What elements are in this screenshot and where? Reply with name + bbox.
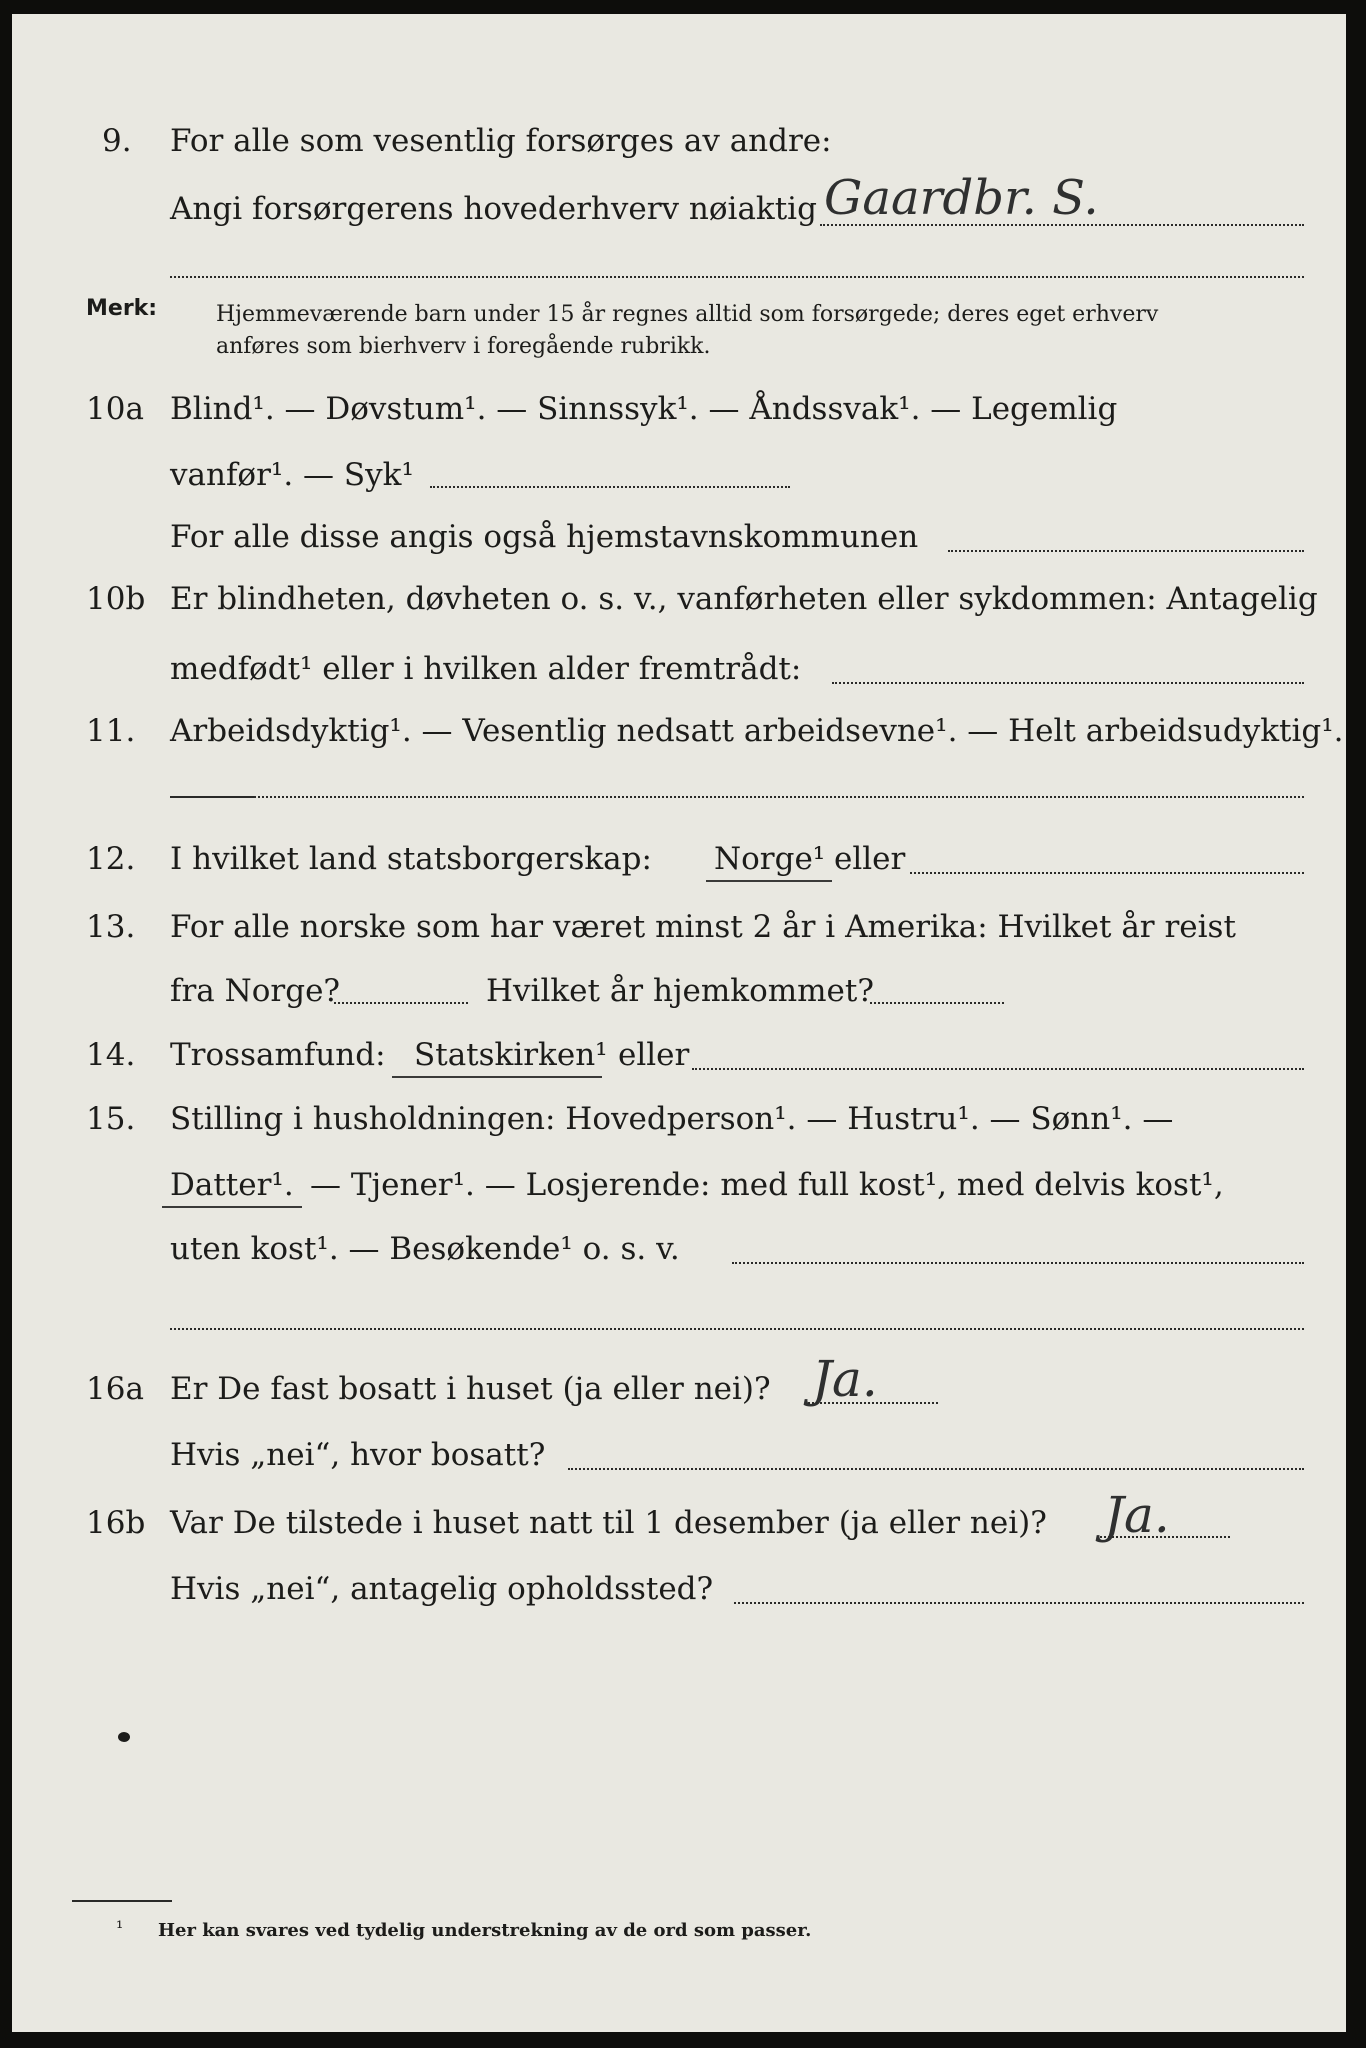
q11-number: 11. (86, 713, 136, 749)
q13-line1: For alle norske som har været minst 2 år i Amerika: Hvilket år reist (170, 909, 1236, 945)
q16b-opholdssted-line (734, 1602, 1304, 1604)
q14-tail: eller (618, 1037, 690, 1073)
q9-handwritten-answer: Gaardbr. S. (824, 170, 1099, 226)
q9-number: 9. (102, 123, 132, 159)
q16a-line1: Er De fast bosatt i huset (ja eller nei)? (170, 1371, 771, 1407)
q10b-answer-line (832, 682, 1304, 684)
q10a-kommune-line (948, 550, 1304, 552)
q12-answer-line (910, 872, 1304, 874)
q11-short-rule (170, 796, 254, 798)
q14-answer-word: Statskirken¹ (414, 1037, 608, 1073)
merk-line1: Hjemmeværende barn under 15 år regnes alltid som forsørgede; deres eget erhverv (216, 302, 1159, 327)
q15-underline-mark (162, 1206, 302, 1208)
q10a-line2: vanfør¹. — Syk¹ (170, 457, 414, 493)
q16b-number: 16b (86, 1505, 146, 1541)
q12-tail: eller (834, 841, 906, 877)
q16a-number: 16a (86, 1371, 144, 1407)
q13-reist-line (334, 1002, 468, 1004)
q15-answer-line (732, 1262, 1304, 1264)
q16a-bosatt-line (568, 1468, 1304, 1470)
q15-line3: uten kost¹. — Besøkende¹ o. s. v. (170, 1231, 680, 1267)
q15-number: 15. (86, 1101, 136, 1137)
q13-hjemkommet-line (870, 1002, 1004, 1004)
footnote-text: Her kan svares ved tydelig understrekning av de ord som passer. (158, 1920, 812, 1941)
census-form-page (12, 14, 1346, 2032)
q9-answer-line (820, 224, 1304, 226)
q13-line2a: fra Norge? (170, 973, 341, 1009)
q9-line2: Angi forsørgerens hovederhverv nøiaktig (170, 191, 817, 227)
q10a-line3: For alle disse angis også hjemstavnskommunen (170, 519, 919, 555)
q10a-syk-line (430, 486, 790, 488)
q14-number: 14. (86, 1037, 136, 1073)
q10a-number: 10a (86, 391, 144, 427)
q14-answer-line (692, 1068, 1304, 1070)
q15-line2b: — Tjener¹. — Losjerende: med full kost¹, med delvis kost¹, (310, 1167, 1224, 1203)
q13-number: 13. (86, 909, 136, 945)
merk-line2: anføres som bierhverv i foregående rubrikk. (216, 334, 711, 359)
ink-dot (118, 1732, 130, 1742)
q10b-number: 10b (86, 581, 146, 617)
merk-label: Merk: (86, 296, 158, 321)
q16b-answer-line (1100, 1536, 1230, 1538)
footnote-mark: ¹ (116, 1918, 124, 1939)
footnote-rule (72, 1900, 172, 1902)
q15-extra-line (170, 1328, 1304, 1330)
q15-line1: Stilling i husholdningen: Hovedperson¹. — Hustru¹. — Sønn¹. — (170, 1101, 1174, 1137)
q10b-line2: medfødt¹ eller i hvilken alder fremtrådt: (170, 651, 802, 687)
q16b-handwritten-answer: Ja. (1104, 1486, 1170, 1544)
q9-line1: For alle som vesentlig forsørges av andre: (170, 123, 832, 159)
q12-line1: I hvilket land statsborgerskap: (170, 841, 652, 877)
q12-answer-word: Norge¹ (714, 841, 826, 877)
q16b-line1: Var De tilstede i huset natt til 1 desember (ja eller nei)? (170, 1505, 1047, 1541)
q11-answer-line (254, 796, 1304, 798)
q10b-line1: Er blindheten, døvheten o. s. v., vanførheten eller sykdommen: Antagelig (170, 581, 1318, 617)
q14-label: Trossamfund: (170, 1037, 386, 1073)
q16a-answer-line (808, 1402, 938, 1404)
q12-underline-mark (706, 880, 832, 882)
q11-line1: Arbeidsdyktig¹. — Vesentlig nedsatt arbeidsevne¹. — Helt arbeidsudyktig¹. (170, 713, 1344, 749)
q16a-handwritten-answer: Ja. (812, 1350, 878, 1408)
q9-extra-line (170, 276, 1304, 278)
q14-underline-mark (392, 1076, 602, 1078)
q13-line2b: Hvilket år hjemkommet? (486, 973, 874, 1009)
q16b-line2: Hvis „nei“, antagelig opholdssted? (170, 1571, 714, 1607)
q16a-line2: Hvis „nei“, hvor bosatt? (170, 1437, 546, 1473)
q10a-line1: Blind¹. — Døvstum¹. — Sinnssyk¹. — Åndssvak¹. — Legemlig (170, 391, 1118, 427)
q15-line2a: Datter¹. (170, 1167, 294, 1203)
q12-number: 12. (86, 841, 136, 877)
